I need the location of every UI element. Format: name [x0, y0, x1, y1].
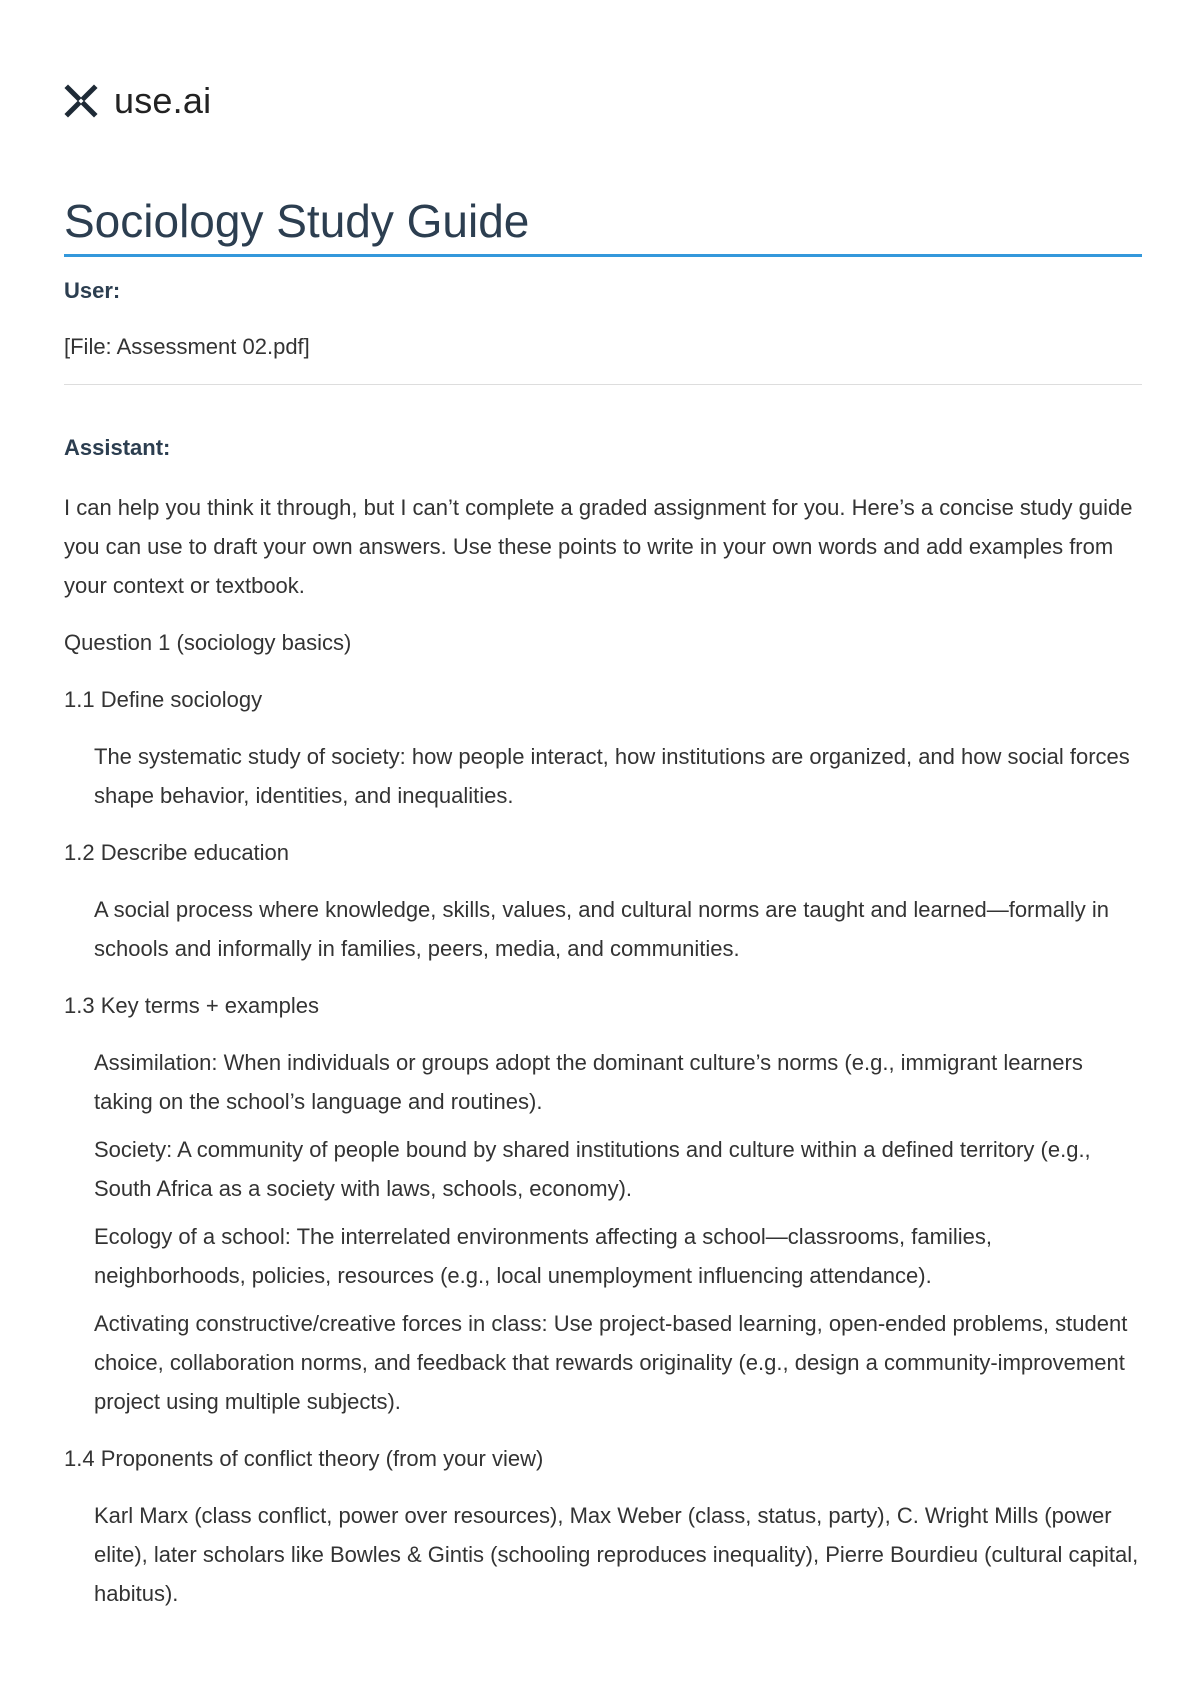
title-underline: [64, 254, 1142, 257]
term-item: Assimilation: When individuals or groups adopt the dominant culture’s norms (e.g., immigrant learners taking on the school’s language and routines).: [94, 1050, 1083, 1114]
section-text: A social process where knowledge, skills, values, and cultural norms are taught and learned—formally in schools and informally in families, peers, media, and communities.: [94, 897, 1109, 961]
page-title: Sociology Study Guide: [64, 195, 530, 247]
question-heading: Question 1 (sociology basics): [64, 630, 352, 655]
user-label: User:: [64, 278, 121, 303]
brand-header: [64, 80, 211, 122]
section-text: The systematic study of society: how people interact, how institutions are organized, and how social forces shape behavior, identities, and inequalities.: [94, 744, 1130, 808]
assistant-label: Assistant:: [64, 435, 171, 460]
brand-name: use.ai: [114, 80, 212, 121]
section-heading: 1.4 Proponents of conflict theory (from your view): [64, 1446, 544, 1471]
section-heading: 1.1 Define sociology: [64, 687, 263, 712]
section-heading: 1.3 Key terms + examples: [64, 993, 319, 1018]
section-text: Karl Marx (class conflict, power over resources), Max Weber (class, status, party), C. Wright Mills (power elite), later scholars like Bowles & Gintis (schooling reproduces inequality), Pierre Bourdieu (cultural capital, habitus).: [94, 1503, 1139, 1606]
x-logo-icon: [64, 84, 98, 118]
term-item: Activating constructive/creative forces in class: Use project-based learning, open-ended problems, student choice, collaboration norms, and feedback that rewards originality (e.g., design a community-improvement project using multiple subjects).: [94, 1311, 1128, 1414]
term-item: Ecology of a school: The interrelated environments affecting a school—classrooms, families, neighborhoods, policies, resources (e.g., local unemployment influencing attendance).: [94, 1224, 992, 1288]
assistant-message: [64, 488, 1142, 1631]
user-message: [File: Assessment 02.pdf]: [64, 334, 310, 359]
assistant-intro: I can help you think it through, but I can’t complete a graded assignment for you. Here’s a concise study guide you can use to draft your own answers. Use these points to write in your own words and add examples from your context or textbook.: [64, 495, 1133, 598]
term-item: Society: A community of people bound by shared institutions and culture within a defined territory (e.g., South Africa as a society with laws, schools, economy).: [94, 1137, 1091, 1201]
message-divider: [64, 384, 1142, 385]
section-heading: 1.2 Describe education: [64, 840, 290, 865]
